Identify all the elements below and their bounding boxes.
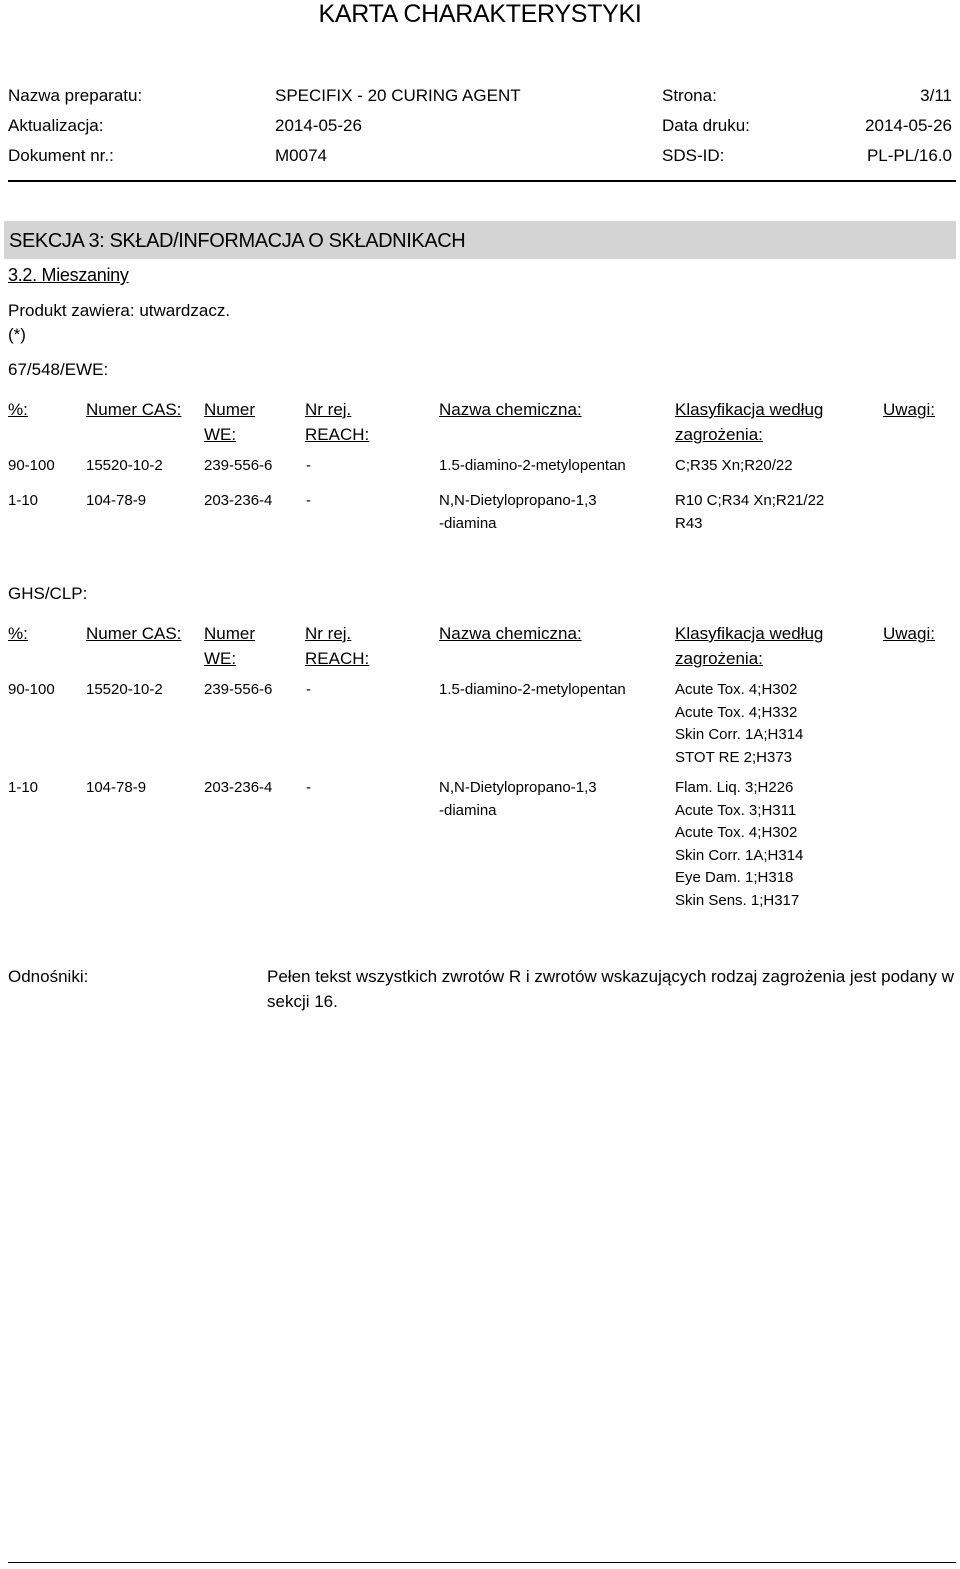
document-number-label: Dokument nr.: bbox=[8, 146, 114, 165]
header-chemical-name: Nazwa chemiczna: bbox=[439, 624, 582, 643]
cell-we: 203-236-4 bbox=[204, 779, 273, 796]
header-chemical-name: Nazwa chemiczna: bbox=[439, 400, 582, 419]
sds-id: PL-PL/16.0 bbox=[866, 146, 952, 165]
update-date: 2014-05-26 bbox=[275, 116, 362, 135]
cell-classification: Acute Tox. 4;H302 Acute Tox. 4;H332 Skin Corr. 1A;H314 STOT RE 2;H373 bbox=[675, 681, 804, 766]
cell-percent: 1-10 bbox=[8, 779, 39, 796]
eu-directive-label: 67/548/EWE: bbox=[8, 360, 109, 379]
product-name-label: Nazwa preparatu: bbox=[8, 86, 143, 105]
print-date-label: Data druku: bbox=[662, 116, 750, 135]
cell-chemical-name: N,N-Dietylopropano-1,3 -diamina bbox=[439, 779, 597, 819]
cell-we: 239-556-6 bbox=[204, 457, 273, 474]
cell-we: 203-236-4 bbox=[204, 492, 273, 509]
header-reach: Nr rej. REACH: bbox=[305, 624, 370, 668]
page-label: Strona: bbox=[662, 86, 717, 105]
section-title: SEKCJA 3: SKŁAD/INFORMACJA O SKŁADNIKACH bbox=[9, 230, 466, 252]
cell-cas: 104-78-9 bbox=[86, 779, 147, 796]
document-title: KARTA CHARAKTERYSTYKI bbox=[318, 0, 642, 28]
asterisk-note: (*) bbox=[8, 325, 26, 344]
cell-cas: 15520-10-2 bbox=[86, 681, 163, 698]
cell-reach: - bbox=[306, 457, 311, 474]
cell-cas: 15520-10-2 bbox=[86, 457, 163, 474]
cell-cas: 104-78-9 bbox=[86, 492, 147, 509]
header-classification: Klasyfikacja według zagrożenia: bbox=[675, 624, 824, 668]
cell-chemical-name: N,N-Dietylopropano-1,3 -diamina bbox=[439, 492, 597, 532]
header-we: Numer WE: bbox=[204, 624, 256, 668]
cell-percent: 90-100 bbox=[8, 457, 55, 474]
print-date: 2014-05-26 bbox=[865, 116, 952, 135]
cell-reach: - bbox=[306, 681, 311, 698]
cell-percent: 90-100 bbox=[8, 681, 55, 698]
cell-we: 239-556-6 bbox=[204, 681, 273, 698]
subsection-title: 3.2. Mieszaniny bbox=[8, 265, 129, 285]
footer-divider bbox=[8, 1562, 956, 1563]
header-notes: Uwagi: bbox=[883, 624, 935, 643]
product-name-value: SPECIFIX - 20 CURING AGENT bbox=[275, 86, 521, 105]
footnote-label: Odnośniki: bbox=[8, 967, 89, 986]
header-we: Numer WE: bbox=[204, 400, 256, 444]
section-header bbox=[4, 221, 956, 259]
page-number: 3/11 bbox=[920, 86, 952, 105]
cell-chemical-name: 1.5-diamino-2-metylopentan bbox=[439, 681, 626, 698]
header-percent: %: bbox=[8, 624, 28, 643]
header-notes: Uwagi: bbox=[883, 400, 935, 419]
update-label: Aktualizacja: bbox=[8, 116, 104, 135]
cell-reach: - bbox=[306, 779, 311, 796]
cell-percent: 1-10 bbox=[8, 492, 39, 509]
document-number: M0074 bbox=[275, 146, 327, 165]
cell-chemical-name: 1.5-diamino-2-metylopentan bbox=[439, 457, 626, 474]
cell-classification: Flam. Liq. 3;H226 Acute Tox. 3;H311 Acute Tox. 4;H302 Skin Corr. 1A;H314 Eye Dam. 1;H318 Skin Sens. 1;H317 bbox=[675, 779, 804, 909]
ghs-clp-label: GHS/CLP: bbox=[8, 584, 88, 603]
header-reach: Nr rej. REACH: bbox=[305, 400, 370, 444]
header-cas: Numer CAS: bbox=[86, 400, 182, 419]
footnote-text: Pełen tekst wszystkich zwrotów R i zwrotów wskazujących rodzaj zagrożenia jest podany w sekcji 16. bbox=[267, 967, 954, 1011]
cell-classification: C;R35 Xn;R20/22 bbox=[675, 457, 793, 474]
header-classification: Klasyfikacja według zagrożenia: bbox=[675, 400, 824, 444]
sds-id-label: SDS-ID: bbox=[662, 146, 725, 165]
cell-reach: - bbox=[306, 492, 311, 509]
cell-classification: R10 C;R34 Xn;R21/22 R43 bbox=[675, 492, 825, 532]
header-percent: %: bbox=[8, 400, 28, 419]
header-cas: Numer CAS: bbox=[86, 624, 182, 643]
header-divider bbox=[8, 180, 956, 182]
product-contains: Produkt zawiera: utwardzacz. bbox=[8, 301, 231, 320]
